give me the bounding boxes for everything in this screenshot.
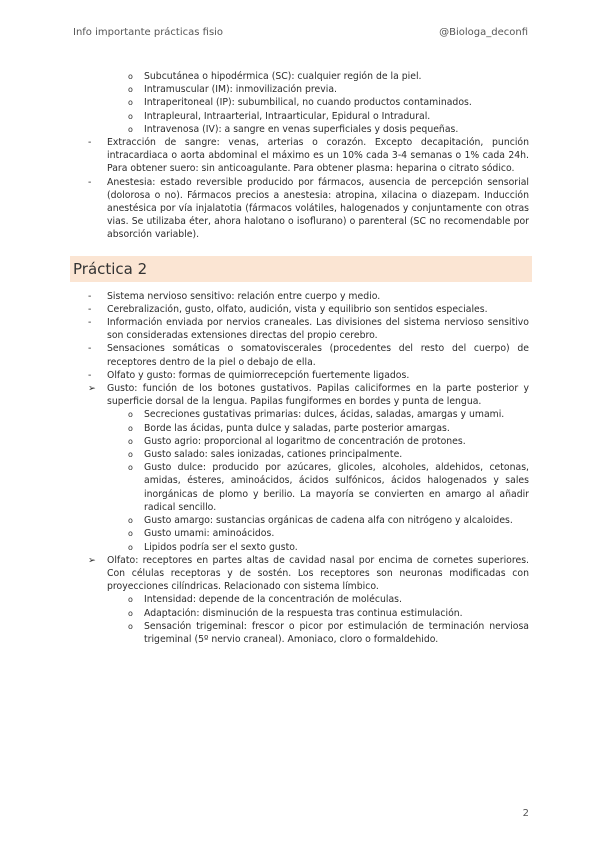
bullet-marker: o: [128, 608, 133, 618]
sub-list-item: [73, 123, 529, 136]
bullet-marker: -: [88, 137, 92, 149]
list-item-text: Gusto amargo: sustancias orgánicas de cadena alfa con nitrógeno y alcaloides.: [144, 515, 513, 527]
list-item-text: Intrapleural, Intraarterial, Intraarticular, Epidural o Intradural.: [144, 110, 431, 122]
bullet-marker: o: [128, 621, 133, 631]
bullet-marker: o: [128, 124, 133, 134]
bullet-marker: o: [128, 111, 133, 121]
list-item: [73, 316, 529, 342]
sub-list-item: [73, 435, 529, 448]
section-heading: Práctica 2: [70, 256, 532, 282]
bullet-marker: o: [128, 98, 133, 108]
bullet-marker: o: [128, 542, 133, 552]
bullet-marker: o: [128, 450, 133, 460]
list-item-text: Olfato y gusto: formas de quimiorrecepción fuertemente ligados.: [107, 369, 410, 381]
list-item-text: Extracción de sangre: venas, arterias o corazón. Excepto decapitación, punción intracardiaca o aorta abdominal el máximo es un 10% cada 3-4 semanas o 1% cada 24h. Para obtener suero: sin anticoagulante. Para obtener plasma: heparina o citrato sódico.: [107, 137, 529, 175]
list-item-text: Intensidad: depende de la concentración de moléculas.: [144, 594, 402, 606]
document-title: Info importante prácticas fisio: [73, 27, 224, 38]
bullet-marker: -: [88, 369, 92, 381]
bullet-marker: o: [128, 529, 133, 539]
sub-list-item: [73, 96, 529, 109]
list-item-text: Sensaciones somáticas o somatoviscerales (procedentes del resto del cuerpo) de receptores dentro de la piel o debajo de ella.: [107, 343, 529, 368]
list-item-text: Borde las ácidas, punta dulce y saladas, parte posterior amargas.: [144, 422, 450, 434]
bullet-marker: -: [88, 290, 92, 302]
list-item-text: Sensación trigeminal: frescor o picor por estimulación de terminación nerviosa trigeminal (5º nervio craneal). Amoniaco, cloro o formaldehido.: [144, 620, 529, 645]
sub-list-item: [73, 541, 529, 554]
sub-list-item: [73, 514, 529, 527]
list-item-text: Gusto salado: sales ionizadas, cationes principalmente.: [144, 449, 403, 461]
sub-list-item: [73, 527, 529, 540]
sub-list-item: [73, 607, 529, 620]
list-item-text: Información enviada por nervios craneales. Las divisiones del sistema nervioso sensitivo son consideradas extensiones directas del propio cerebro.: [107, 317, 529, 342]
bullet-marker: o: [128, 436, 133, 446]
bullet-marker: o: [128, 463, 133, 473]
bullet-list-1: [73, 70, 529, 242]
list-item: [73, 303, 529, 316]
list-item-text: Olfato: receptores en partes altas de cavidad nasal por encima de cornetes superiores. Con células receptoras y de sostén. Los receptores son neuronas modificadas con proyecciones cilíndricas. Relacionado con sistema límbico.: [107, 554, 529, 593]
sub-list-item: [73, 620, 529, 646]
list-item: [73, 369, 529, 382]
sub-list-item: [73, 70, 529, 83]
sub-list-item: [73, 408, 529, 421]
sub-list-item: [73, 422, 529, 435]
bullet-marker: o: [128, 72, 133, 81]
bullet-marker: o: [128, 595, 133, 605]
list-item-text: Gusto agrio: proporcional al logaritmo de concentración de protones.: [144, 435, 466, 447]
list-item: [73, 342, 529, 368]
list-item: [73, 290, 529, 303]
list-item-text: Intraperitoneal (IP): subumbilical, no cuando productos contaminados.: [144, 97, 472, 109]
list-item-text: Intramuscular (IM): inmovilización previa.: [144, 84, 338, 96]
list-item: [73, 176, 529, 242]
bullet-marker: -: [88, 317, 92, 329]
bullet-marker: o: [128, 410, 133, 420]
list-item-text: Subcutánea o hipodérmica (SC): cualquier región de la piel.: [144, 71, 422, 82]
list-item: [73, 136, 529, 176]
sub-list-item: [73, 461, 529, 514]
page-number: 2: [522, 808, 529, 819]
list-item-text: Sistema nervioso sensitivo: relación entre cuerpo y medio.: [107, 290, 381, 302]
list-item-text: Cerebralización, gusto, olfato, audición, vista y equilibrio son sentidos especiales.: [107, 303, 488, 315]
sub-list-item: [73, 110, 529, 123]
bullet-marker: -: [88, 343, 92, 355]
bullet-marker: ➢: [88, 383, 96, 395]
bullet-marker: ➢: [88, 554, 96, 566]
list-item-text: Secreciones gustativas primarias: dulces, ácidas, saladas, amargas y umami.: [144, 409, 505, 421]
bullet-marker: o: [128, 516, 133, 526]
list-item-text: Adaptación: disminución de la respuesta tras continua estimulación.: [144, 607, 463, 619]
bullet-marker: -: [88, 176, 92, 188]
bullet-marker: o: [128, 423, 133, 433]
document-body: [73, 70, 529, 646]
sub-list-item: [73, 83, 529, 96]
author-handle: @Biologa_deconfi: [439, 27, 528, 38]
list-item-text: Gusto dulce: producido por azúcares, glicoles, alcoholes, aldehidos, cetonas, amidas, ésteres, aminoácidos, ácidos sulfónicos, ácidos halogenados y sales inorgánicas de plomo y berilio. La mayoría se convierten en amargo al añadir radical sencillo.: [144, 462, 529, 513]
list-item: [73, 554, 529, 594]
page-header: [73, 27, 528, 43]
sub-list-item: [73, 593, 529, 606]
list-item: [73, 382, 529, 408]
list-item-text: Gusto umami: aminoácidos.: [144, 528, 275, 540]
list-item-text: Gusto: función de los botones gustativos. Papilas caliciformes en la parte posterior y superficie dorsal de la lengua. Papilas fungiformes en bordes y punta de lengua.: [107, 383, 529, 408]
bullet-list-2: [73, 290, 529, 646]
list-item-text: Lipidos podría ser el sexto gusto.: [144, 541, 298, 553]
list-item-text: Anestesia: estado reversible producido por fármacos, ausencia de percepción sensorial (dolorosa o no). Fármacos precios a anestesia: atropina, xilacina o diazepam. Inducción anestésica por vía injalatotia (fármacos volátiles, halogenados y conjuntamente con otras vias. Se utilizaba éter, ahora halotano o isoflurano) o parenteral (SC no recomendable por absorción variable).: [107, 176, 529, 241]
sub-list-item: [73, 448, 529, 461]
bullet-marker: -: [88, 303, 92, 315]
list-item-text: Intravenosa (IV): a sangre en venas superficiales y dosis pequeñas.: [144, 123, 459, 135]
bullet-marker: o: [128, 85, 133, 95]
